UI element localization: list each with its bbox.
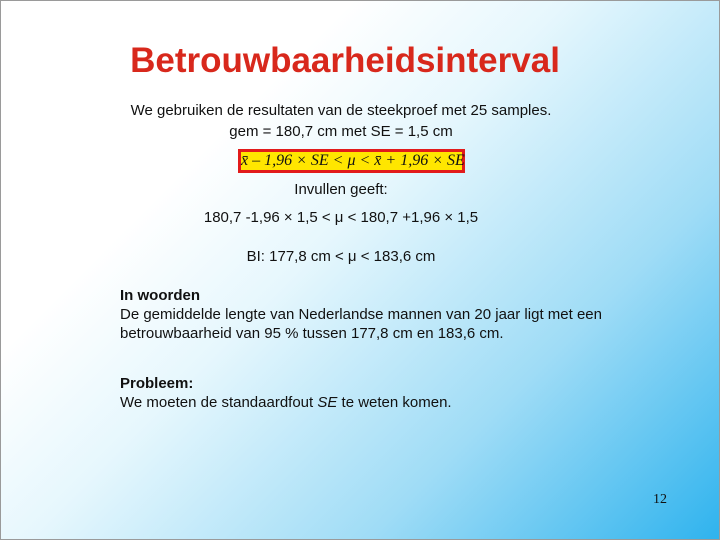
section-in-woorden (120, 286, 602, 343)
section-text-line: betrouwbaarheid van 95 % tussen 177,8 cm en 183,6 cm. (120, 325, 504, 342)
slide-title: Betrouwbaarheidsinterval (130, 41, 560, 80)
section-text-line: De gemiddelde lengte van Nederlandse mannen van 20 jaar ligt met een (120, 306, 602, 323)
text-fragment-italic: SE (317, 394, 338, 411)
section-heading: In woorden (120, 287, 200, 304)
intro-line-1: We gebruiken de resultaten van de steekproef met 25 samples. (130, 102, 552, 119)
section-probleem (120, 374, 452, 412)
text-fragment: We moeten de standaardfout (120, 394, 318, 411)
calculation-line: 180,7 -1,96 × 1,5 < μ < 180,7 +1,96 × 1,5 (203, 209, 479, 226)
formula-box: x̄ – 1,96 × SE < μ < x̄ + 1,96 × SE (238, 149, 465, 173)
section-heading: Probleem: (120, 375, 194, 392)
interval-result: BI: 177,8 cm < μ < 183,6 cm (246, 248, 436, 265)
intro-line-2: gem = 180,7 cm met SE = 1,5 cm (229, 123, 453, 140)
page-number: 12 (653, 492, 667, 507)
invullen-label: Invullen geeft: (294, 181, 388, 198)
section-text-line (120, 393, 452, 412)
text-fragment: te weten komen. (337, 394, 452, 411)
